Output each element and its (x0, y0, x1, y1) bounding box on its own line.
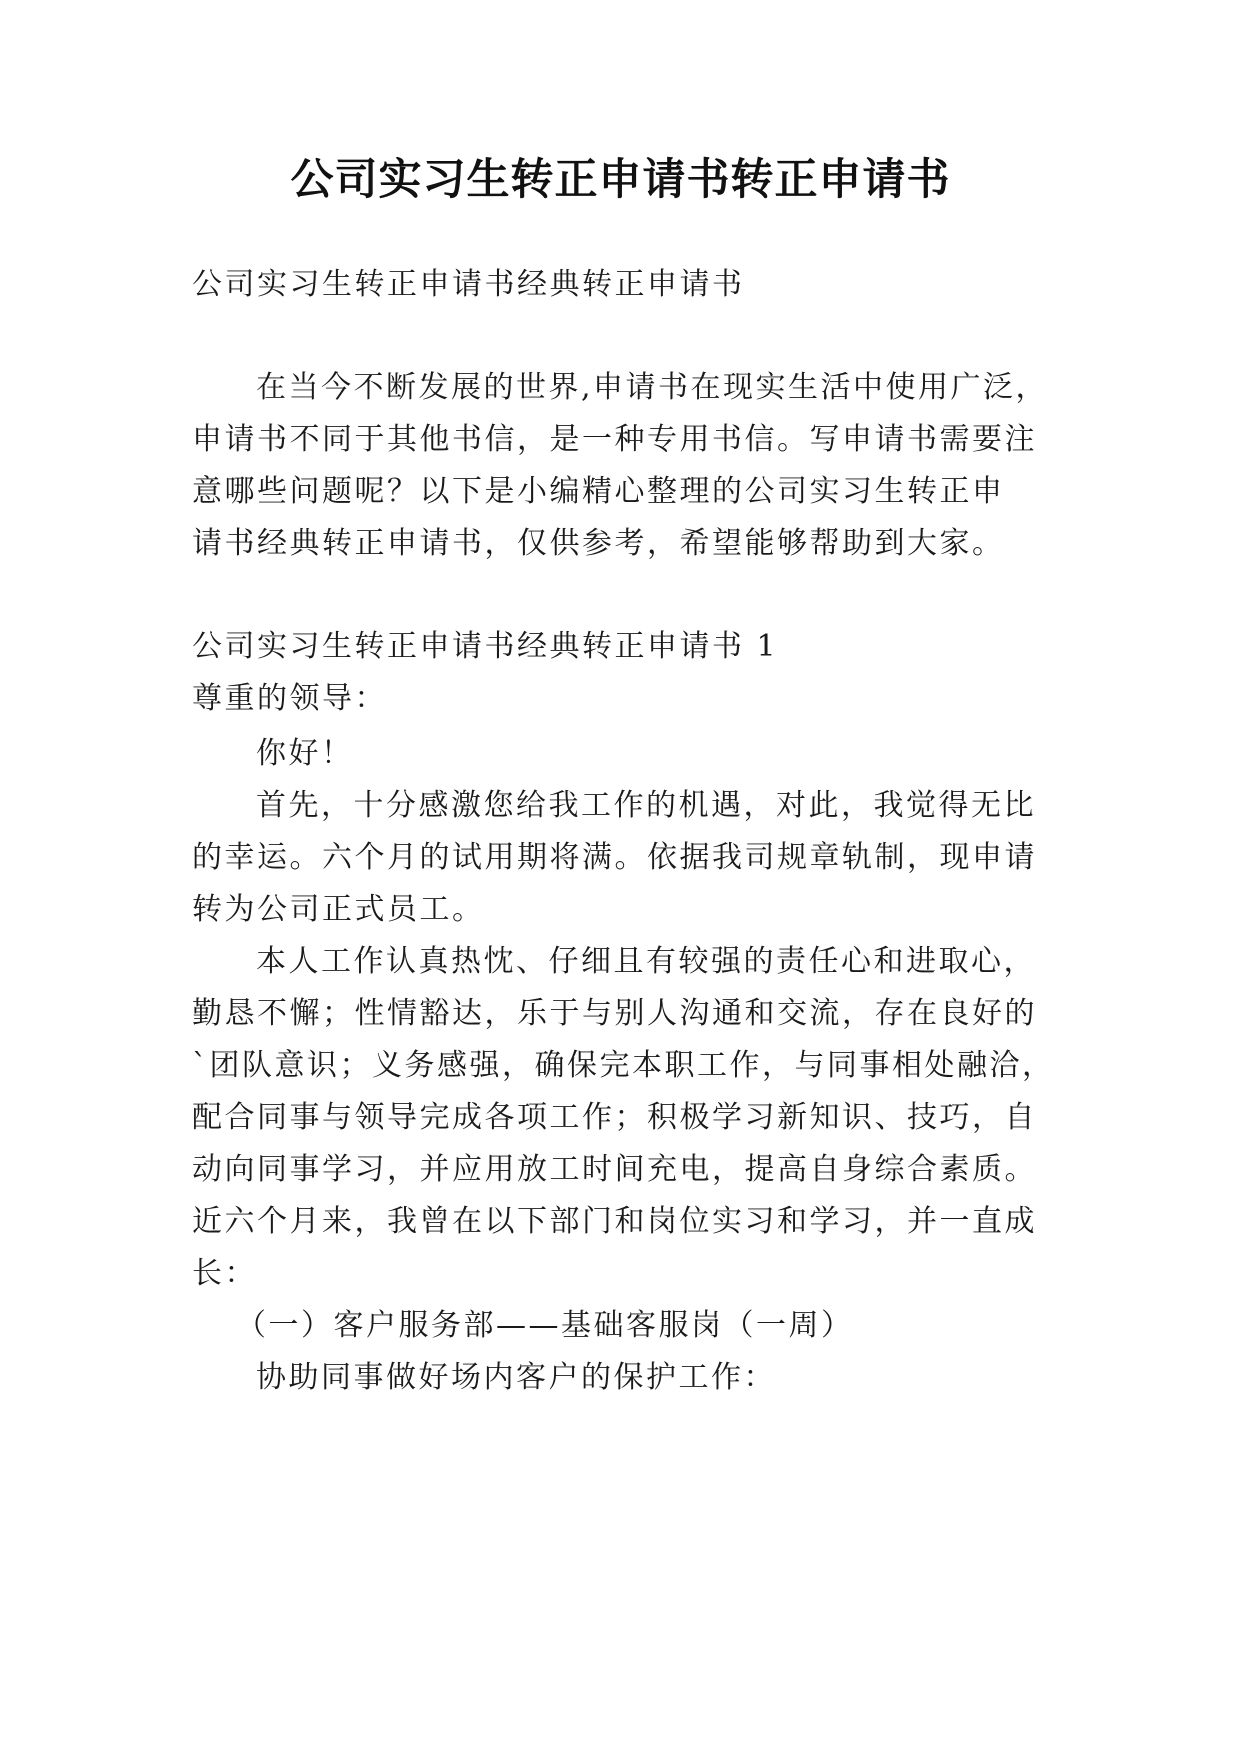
section-heading: 公司实习生转正申请书经典转正申请书 1 (192, 629, 779, 664)
greeting: 你好！ (256, 736, 354, 771)
intro-line: 意哪些问题呢？以下是小编精心整理的公司实习生转正申 (192, 474, 1005, 509)
paragraph-line: 勤恳不懈；性情豁达，乐于与别人沟通和交流，存在良好的 (192, 996, 1037, 1031)
intro-line: 请书经典转正申请书，仅供参考，希望能够帮助到大家。 (192, 526, 1005, 561)
paragraph-line: 近六个月来，我曾在以下部门和岗位实习和学习，并一直成 (192, 1204, 1037, 1239)
paragraph-line: 转为公司正式员工。 (192, 892, 485, 927)
list-item-heading: （一）客户服务部——基础客服岗（一周） (236, 1308, 854, 1343)
document-title: 公司实习生转正申请书转正申请书 (290, 155, 951, 205)
intro-line: 在当今不断发展的世界,申请书在现实生活中使用广泛， (256, 370, 1049, 405)
paragraph-line: `团队意识；义务感强，确保完本职工作，与同事相处融洽， (192, 1048, 1055, 1083)
paragraph-line: 本人工作认真热忱、仔细且有较强的责任心和进取心， (256, 944, 1036, 979)
paragraph-line: 长： (192, 1256, 257, 1291)
subtitle: 公司实习生转正申请书经典转正申请书 (192, 267, 745, 302)
paragraph-line: 的幸运。六个月的试用期将满。依据我司规章轨制，现申请 (192, 840, 1037, 875)
paragraph-line: 首先，十分感激您给我工作的机遇，对此，我觉得无比 (256, 788, 1036, 823)
salutation: 尊重的领导： (192, 681, 387, 716)
list-item-description: 协助同事做好场内客户的保护工作： (256, 1360, 776, 1395)
paragraph-line: 配合同事与领导完成各项工作；积极学习新知识、技巧，自 (192, 1100, 1037, 1135)
intro-line: 申请书不同于其他书信，是一种专用书信。写申请书需要注 (192, 422, 1037, 457)
paragraph-line: 动向同事学习，并应用放工时间充电，提高自身综合素质。 (192, 1152, 1037, 1187)
